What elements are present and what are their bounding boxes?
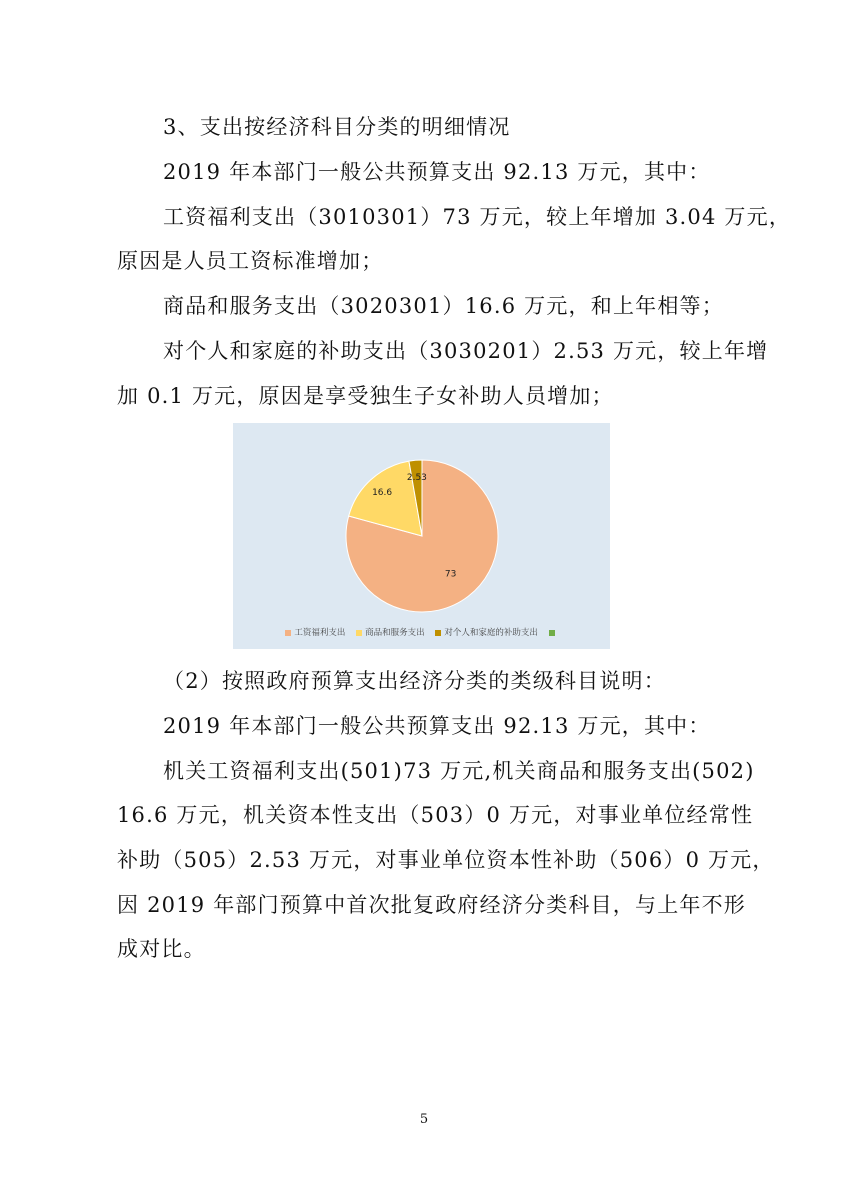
legend-item-subsidy: [435, 626, 538, 638]
paragraph-salary-cont: 原因是人员工资标准增加；: [117, 249, 384, 273]
page-number: 5: [419, 1112, 429, 1127]
legend-label: 工资福利支出: [294, 628, 346, 638]
section-heading: 3、支出按经济科目分类的明细情况: [163, 115, 511, 139]
legend-item-salary: [285, 626, 345, 638]
paragraph-total: 2019 年本部门一般公共预算支出 92.13 万元，其中：: [163, 160, 711, 184]
pie-svg: [233, 423, 610, 623]
paragraph-goods: 商品和服务支出（3020301）16.6 万元，和上年相等；: [163, 294, 724, 318]
slice-data-label: 2.53: [406, 472, 427, 483]
legend-label: 商品和服务支出: [365, 628, 425, 638]
paragraph-total-2: 2019 年本部门一般公共预算支出 92.13 万元，其中：: [163, 714, 711, 738]
paragraph-class-2: 16.6 万元，机关资本性支出（503）0 万元，对事业单位经常性: [117, 803, 754, 827]
pie-chart: [233, 423, 610, 649]
legend-swatch: [285, 630, 291, 636]
paragraph-class-3: 补助（505）2.53 万元，对事业单位资本性补助（506）0 万元，: [117, 848, 775, 872]
paragraph-heading-2: （2）按照政府预算支出经济分类的类级科目说明：: [163, 669, 666, 693]
legend-swatch: [435, 630, 441, 636]
legend-label: 对个人和家庭的补助支出: [444, 628, 538, 638]
slice-data-label: 16.6: [372, 488, 393, 499]
legend-swatch: [549, 630, 555, 636]
paragraph-subsidy-cont: 加 0.1 万元，原因是享受独生子女补助人员增加；: [117, 384, 614, 408]
paragraph-class-5: 成对比。: [117, 937, 206, 961]
paragraph-class-1: 机关工资福利支出(501)73 万元,机关商品和服务支出(502): [163, 759, 755, 783]
chart-legend: [233, 626, 610, 638]
slice-data-label: 73: [444, 569, 457, 580]
paragraph-class-4: 因 2019 年部门预算中首次批复政府经济分类科目，与上年不形: [117, 893, 746, 917]
legend-swatch: [356, 630, 362, 636]
legend-item-goods: [356, 626, 425, 638]
paragraph-salary: 工资福利支出（3010301）73 万元，较上年增加 3.04 万元，: [163, 205, 792, 229]
paragraph-subsidy: 对个人和家庭的补助支出（3030201）2.53 万元，较上年增: [163, 339, 769, 363]
legend-item-other: [549, 628, 558, 638]
